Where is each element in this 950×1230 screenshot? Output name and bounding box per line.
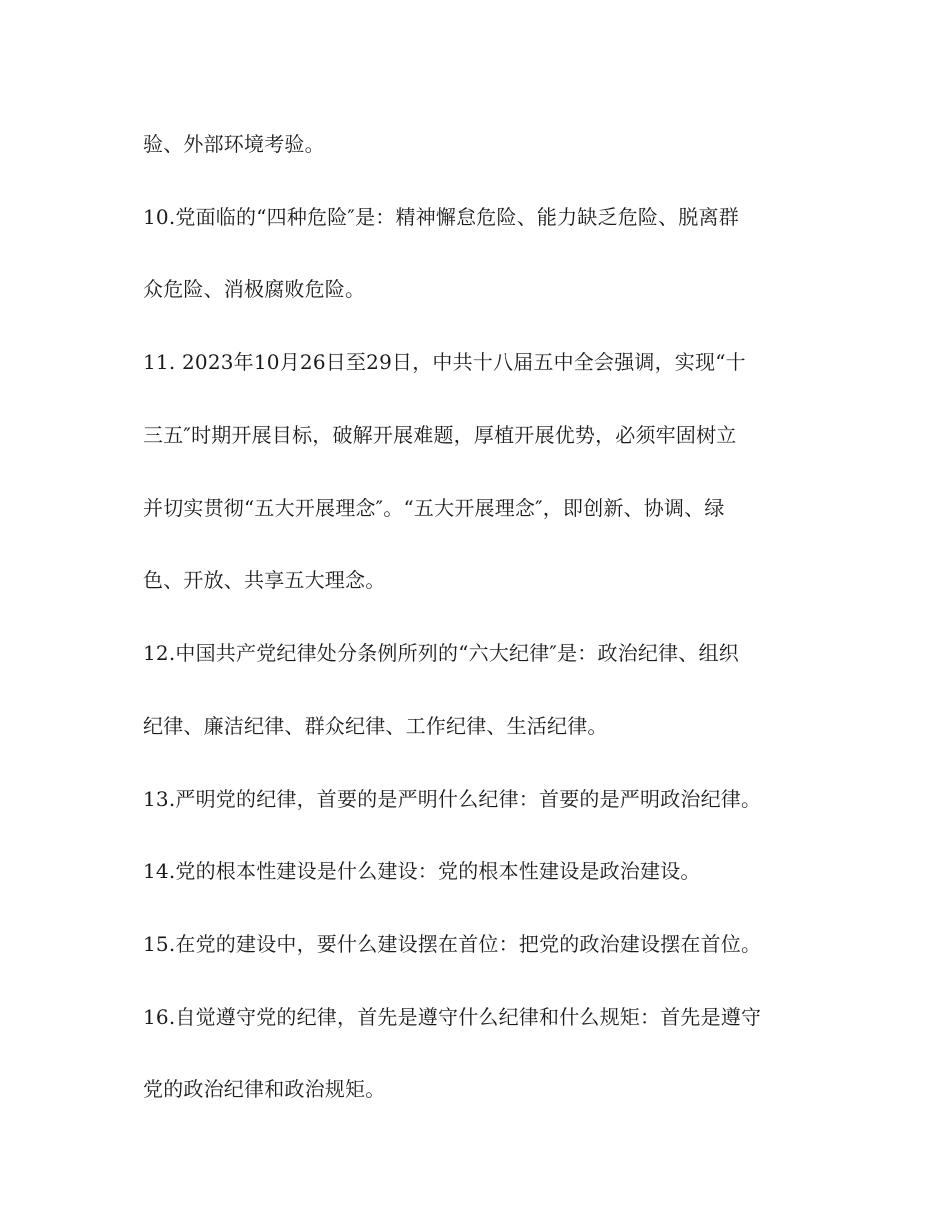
- text-line-12: 15.在党的建设中，要什么建设摆在首位：把党的政治建设摆在首位。: [143, 932, 762, 956]
- text-line-7: 色、开放、共享五大理念。: [143, 568, 386, 592]
- text-line-1: 验、外部环境考验。: [143, 132, 325, 156]
- text-line-2: 10.党面临的“四种危险″是：精神懈怠危险、能力缺乏危险、脱离群: [143, 205, 739, 229]
- text-line-10: 13.严明党的纪律，首要的是严明什么纪律：首要的是严明政治纪律。: [143, 787, 762, 811]
- text-line-3: 众危险、消极腐败危险。: [143, 277, 366, 301]
- text-line-4: 11. 2023年10月26日至29日，中共十八届五中全会强调，实现“十: [143, 350, 746, 374]
- text-line-9: 纪律、廉洁纪律、群众纪律、工作纪律、生活纪律。: [143, 714, 608, 738]
- text-line-5: 三五″时期开展目标，破解开展难题，厚植开展优势，必须牢固树立: [143, 423, 737, 447]
- text-line-11: 14.党的根本性建设是什么建设：党的根本性建设是政治建设。: [143, 859, 701, 883]
- text-line-13: 16.自觉遵守党的纪律，首先是遵守什么纪律和什么规矩：首先是遵守: [143, 1005, 762, 1029]
- text-line-6: 并切实贯彻“五大开展理念″。“五大开展理念″，即创新、协调、绿: [143, 496, 725, 520]
- text-line-14: 党的政治纪律和政治规矩。: [143, 1077, 386, 1101]
- text-line-8: 12.中国共产党纪律处分条例所列的“六大纪律″是：政治纪律、组织: [143, 641, 739, 665]
